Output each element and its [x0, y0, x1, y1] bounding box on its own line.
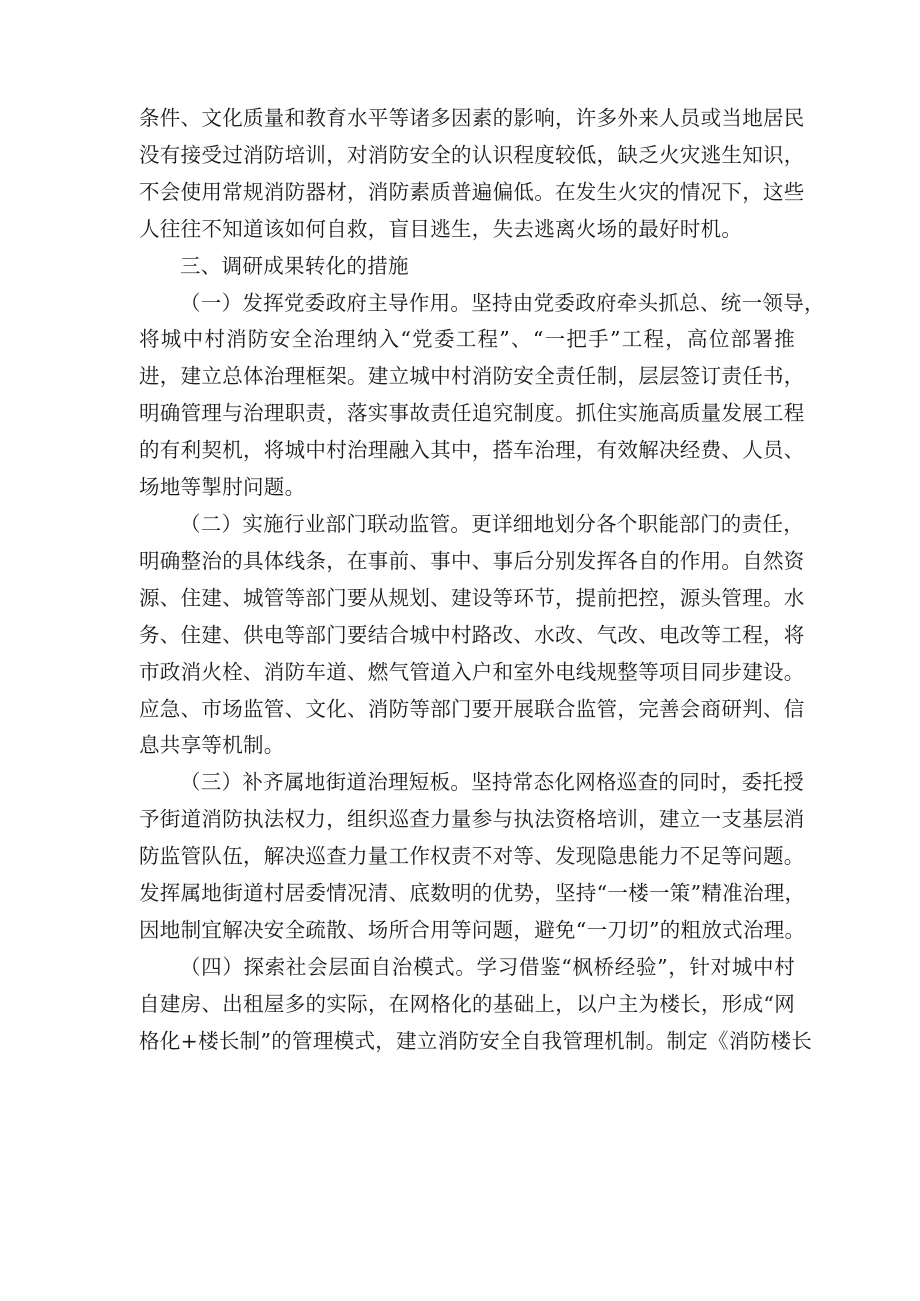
text-line: 市政消火栓、消防车道、燃气管道入户和室外电线规整等项目同步建设。: [139, 659, 805, 684]
text-line: 息共享等机制。: [139, 733, 285, 758]
text-line: 明确管理与治理职责，落实事故责任追究制度。抓住实施高质量发展工程: [139, 401, 805, 426]
text-line: 没有接受过消防培训，对消防安全的认识程度较低，缺乏火灾逃生知识，: [139, 142, 805, 167]
text-line: （三）补齐属地街道治理短板。坚持常态化网格巡查的同时，委托授: [180, 770, 804, 795]
text-line: 应急、市场监管、文化、消防等部门要开展联合监管，完善会商研判、信: [139, 696, 805, 721]
text-line: 的有利契机，将城中村治理融入其中，搭车治理，有效解决经费、人员、: [139, 438, 805, 463]
text-line: 务、住建、供电等部门要结合城中村路改、水改、气改、电改等工程，将: [139, 622, 805, 647]
document-body: [139, 100, 825, 1060]
text-line: 格化+楼长制”的管理模式，建立消防安全自我管理机制。制定《消防楼长: [139, 1028, 813, 1053]
text-line: 不会使用常规消防器材，消防素质普遍偏低。在发生火灾的情况下，这些: [139, 179, 805, 204]
paragraph: [139, 949, 813, 1060]
paragraph: [139, 285, 825, 506]
text-line: 防监管队伍，解决巡查力量工作权责不对等、发现隐患能力不足等问题。: [139, 844, 805, 869]
text-line: 三、调研成果转化的措施: [180, 253, 409, 278]
text-line: 条件、文化质量和教育水平等诸多因素的影响，许多外来人员或当地居民: [139, 106, 805, 130]
text-line: 人往往不知道该如何自救，盲目逃生，失去逃离火场的最好时机。: [139, 216, 743, 241]
paragraph: [139, 100, 805, 248]
text-line: 场地等掣肘问题。: [139, 475, 306, 500]
text-line: （一）发挥党委政府主导作用。坚持由党委政府牵头抓总、统一领导，: [180, 290, 825, 315]
text-line: （二）实施行业部门联动监管。更详细地划分各个职能部门的责任，: [180, 511, 804, 536]
text-line: 予街道消防执法权力，组织巡查力量参与执法资格培训，建立一支基层消: [139, 807, 805, 832]
text-line: 将城中村消防安全治理纳入“党委工程”、“一把手”工程，高位部署推: [139, 327, 795, 352]
text-line: 进，建立总体治理框架。建立城中村消防安全责任制，层层签订责任书，: [139, 364, 805, 389]
section-heading: [139, 248, 795, 285]
paragraph: [139, 764, 806, 949]
text-line: 因地制宜解决安全疏散、场所合用等问题，避免“一刀切”的粗放式治理。: [139, 917, 806, 942]
text-line: 自建房、出租屋多的实际，在网格化的基础上，以户主为楼长，形成“网: [139, 991, 795, 1016]
text-line: 发挥属地街道村居委情况清、底数明的优势，坚持“一楼一策”精准治理，: [139, 881, 806, 906]
text-line: 明确整治的具体线条，在事前、事中、事后分别发挥各自的作用。自然资: [139, 548, 805, 573]
text-line: （四）探索社会层面自治模式。学习借鉴“枫桥经验”，针对城中村: [180, 954, 795, 979]
paragraph: [139, 506, 805, 764]
text-line: 源、住建、城管等部门要从规划、建设等环节，提前把控，源头管理。水: [139, 585, 805, 610]
